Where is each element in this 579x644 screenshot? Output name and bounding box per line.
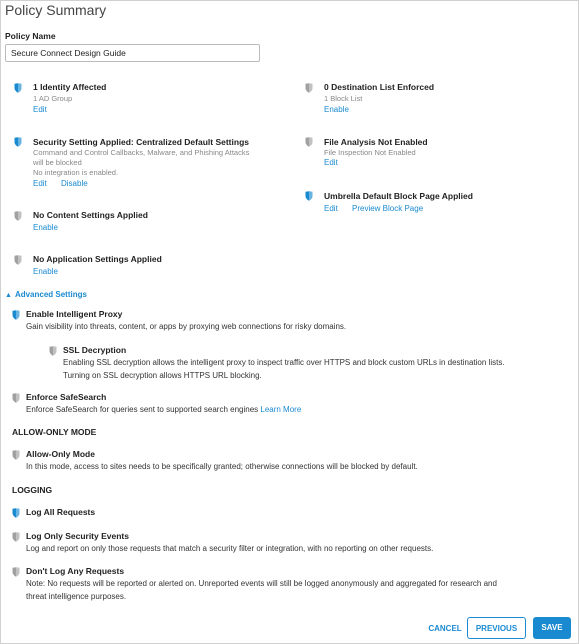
block-page-title: Umbrella Default Block Page Applied — [324, 191, 473, 201]
shield-icon — [305, 191, 313, 201]
content-enable-link[interactable]: Enable — [33, 223, 58, 232]
cancel-button[interactable]: CANCEL — [428, 624, 462, 633]
page-title: Policy Summary — [5, 2, 107, 18]
logging-heading: LOGGING — [12, 485, 53, 495]
identity-title: 1 Identity Affected — [33, 82, 107, 92]
preview-block-page-link[interactable]: Preview Block Page — [352, 204, 424, 213]
security-disable-link[interactable]: Disable — [61, 179, 88, 188]
policy-name-input[interactable] — [5, 44, 260, 62]
destination-list-title: 0 Destination List Enforced — [324, 82, 435, 92]
intelligent-proxy-desc: Gain visibility into threats, content, or apps by proxying web connections for risky domains. — [26, 322, 347, 331]
safesearch-desc-row — [26, 404, 301, 417]
intelligent-proxy-title: Enable Intelligent Proxy — [26, 309, 123, 319]
shield-icon — [12, 310, 20, 320]
chevron-up-icon: ▲ — [5, 292, 12, 299]
no-log-title: Don't Log Any Requests — [26, 566, 125, 576]
block-page-edit-link[interactable]: Edit — [324, 204, 338, 213]
ssl-decryption-desc: Turning on SSL decryption allows HTTPS URL blocking. — [63, 371, 262, 380]
identity-edit-link[interactable]: Edit — [33, 105, 47, 114]
shield-icon — [14, 255, 22, 265]
file-analysis-sub: File Inspection Not Enabled — [324, 148, 416, 157]
security-setting-sub: will be blocked — [33, 158, 82, 167]
shield-icon — [12, 508, 20, 518]
shield-icon — [12, 393, 20, 403]
ssl-decryption-title: SSL Decryption — [63, 345, 127, 355]
no-log-desc: threat intelligence purposes. — [26, 592, 127, 601]
allow-only-desc: In this mode, access to sites needs to be specifically granted; otherwise connections will be blocked by default. — [26, 462, 418, 471]
log-all-title: Log All Requests — [26, 507, 96, 517]
destination-enable-link[interactable]: Enable — [324, 105, 349, 114]
allow-only-title: Allow-Only Mode — [26, 449, 95, 459]
file-analysis-title: File Analysis Not Enabled — [324, 137, 428, 147]
shield-icon — [305, 83, 313, 93]
safesearch-title: Enforce SafeSearch — [26, 392, 107, 402]
learn-more-link[interactable]: Learn More — [260, 405, 302, 414]
ssl-decryption-desc: Enabling SSL decryption allows the intelligent proxy to inspect traffic over HTTPS and block custom URLs in destination lists. — [63, 358, 505, 367]
no-log-desc: Note: No requests will be reported or alerted on. Unreported events will still be logged anonymously and aggregated for research and — [26, 579, 497, 588]
shield-icon — [305, 137, 313, 147]
content-settings-title: No Content Settings Applied — [33, 210, 148, 220]
save-button[interactable]: SAVE — [533, 617, 571, 639]
identity-sub: 1 AD Group — [33, 94, 73, 103]
safesearch-desc: Enforce SafeSearch for queries sent to supported search engines — [26, 405, 259, 414]
security-setting-sub: No integration is enabled. — [33, 168, 119, 177]
log-security-title: Log Only Security Events — [26, 531, 129, 541]
file-analysis-edit-link[interactable]: Edit — [324, 158, 338, 167]
shield-icon — [12, 450, 20, 460]
shield-icon — [14, 137, 22, 147]
shield-icon — [49, 346, 57, 356]
policy-name-label: Policy Name — [5, 31, 56, 41]
shield-icon — [14, 211, 22, 221]
advanced-settings-toggle[interactable]: ▲ Advanced Settings — [5, 290, 87, 299]
security-setting-sub: Command and Control Callbacks, Malware, and Phishing Attacks — [33, 148, 250, 157]
security-edit-link[interactable]: Edit — [33, 179, 47, 188]
application-enable-link[interactable]: Enable — [33, 267, 58, 276]
previous-button[interactable]: PREVIOUS — [467, 617, 526, 639]
shield-icon — [12, 532, 20, 542]
shield-icon — [12, 567, 20, 577]
security-setting-title: Security Setting Applied: Centralized Default Settings — [33, 137, 249, 147]
destination-list-sub: 1 Block List — [324, 94, 363, 103]
application-settings-title: No Application Settings Applied — [33, 254, 162, 264]
log-security-desc: Log and report on only those requests that match a security filter or integration, with no reporting on other requests. — [26, 544, 434, 553]
shield-icon — [14, 83, 22, 93]
allow-only-heading: ALLOW-ONLY MODE — [12, 427, 97, 437]
